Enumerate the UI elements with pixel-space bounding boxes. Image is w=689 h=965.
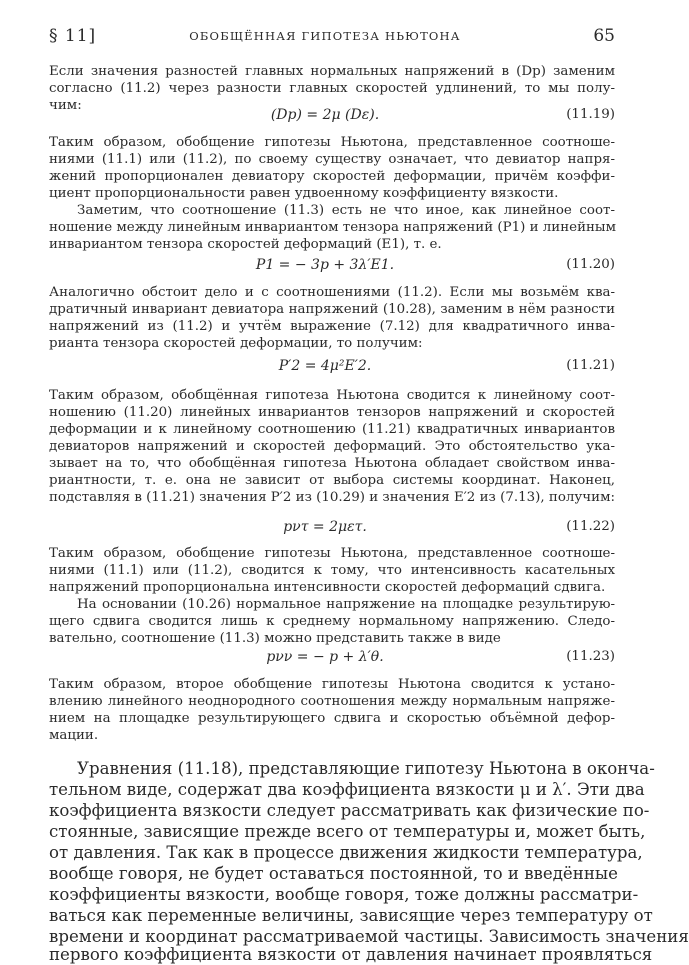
text-line: деформации и к линейному соотношению (11.21) квадратичных инвариантов xyxy=(49,422,615,437)
text-line: первого коэффициента вязкости от давления начинает проявляться xyxy=(49,945,653,964)
text-line: мации. xyxy=(49,728,99,743)
text-line: На основании (10.26) нормальное напряжение на площадке результирую- xyxy=(77,597,615,612)
text-line: вательно, соотношение (11.3) можно представить также в виде xyxy=(49,631,501,646)
text-line: рианта тензора скоростей деформации, то получим: xyxy=(49,336,423,351)
text-line: нием на площадке результирующего сдвига и скоростью объёмной дефор- xyxy=(49,711,615,726)
text-line: инвариантом тензора скоростей деформаций (E1), т. е. xyxy=(49,237,442,252)
page-number: 65 xyxy=(593,26,615,46)
text-line: жений пропорционален девиатору скоростей деформации, причём коэффи- xyxy=(49,169,615,184)
text-line: ниями (11.1) или (11.2), сводится к тому, что интенсивность касательных xyxy=(49,563,615,578)
text-line: коэффициента вязкости следует рассматривать как физические по- xyxy=(49,801,650,820)
text-line: Уравнения (11.18), представляющие гипотезу Ньютона в оконча- xyxy=(77,759,655,778)
text-line: Таким образом, обобщение гипотезы Ньютона, представленное соотноше- xyxy=(49,546,615,561)
text-line: тельном виде, содержат два коэффициента вязкости μ и λ′. Эти два xyxy=(49,780,645,799)
equation-number: (11.23) xyxy=(566,649,615,664)
text-line: ниями (11.1) или (11.2), по своему существу означает, что девиатор напря- xyxy=(49,152,615,167)
text-line: вообще говоря, не будет оставаться постоянной, то и введённые xyxy=(49,864,618,883)
running-title: ОБОБЩЁННАЯ ГИПОТЕЗА НЬЮТОНА xyxy=(189,29,461,43)
text-line: стоянные, зависящие прежде всего от температуры и, может быть, xyxy=(49,822,646,841)
equation: pνν = − p + λ′θ. xyxy=(266,649,384,665)
text-line: ношение между линейным инвариантом тензора напряжений (P1) и линейным xyxy=(49,220,616,235)
text-line: Если значения разностей главных нормальных напряжений в (Dp) заменим xyxy=(49,64,615,79)
equation-number: (11.20) xyxy=(566,257,615,272)
text-line: подставляя в (11.21) значения P′2 из (10.29) и значения E′2 из (7.13), получим: xyxy=(49,490,615,505)
text-line: напряжений из (11.2) и учтём выражение (7.12) для квадратичного инва- xyxy=(49,319,615,334)
equation-number: (11.22) xyxy=(566,519,615,534)
text-line: от давления. Так как в процессе движения жидкости температура, xyxy=(49,843,643,862)
text-line: ношению (11.20) линейных инвариантов тензоров напряжений и скоростей xyxy=(49,405,615,420)
text-line: согласно (11.2) через разности главных скоростей удлинений, то мы полу- xyxy=(49,81,615,96)
text-line: Таким образом, обобщение гипотезы Ньютона, представленное соотноше- xyxy=(49,135,615,150)
text-line: щего сдвига сводится лишь к среднему нормальному напряжению. Следо- xyxy=(49,614,615,629)
equation-number: (11.19) xyxy=(566,107,615,122)
text-line: Таким образом, второе обобщение гипотезы Ньютона сводится к устано- xyxy=(49,677,615,692)
equation: (Dp) = 2μ (Dε). xyxy=(270,107,380,123)
equation: pντ = 2μετ. xyxy=(283,519,367,535)
text-line: дратичный инвариант девиатора напряжений (10.28), заменим в нём разности xyxy=(49,302,615,317)
text-line: циент пропорциональности равен удвоенному коэффициенту вязкости. xyxy=(49,186,559,201)
equation: P1 = − 3p + 3λ′E1. xyxy=(255,257,395,273)
equation: P′2 = 4μ²E′2. xyxy=(278,358,372,374)
text-line: влению линейного неоднородного соотношения между нормальным напряже- xyxy=(49,694,615,709)
text-line: девиаторов напряжений и скоростей деформаций. Это обстоятельство ука- xyxy=(49,439,615,454)
text-line: риантности, т. е. она не зависит от выбора системы координат. Наконец, xyxy=(49,473,615,488)
text-line: Аналогично обстоит дело и с соотношениями (11.2). Если мы возьмём ква- xyxy=(49,285,615,300)
equation-number: (11.21) xyxy=(566,358,615,373)
text-line: ваться как переменные величины, зависящие через температуру от xyxy=(49,906,653,925)
section-marker: § 11] xyxy=(49,26,97,46)
text-line: коэффициенты вязкости, вообще говоря, тоже должны рассматри- xyxy=(49,885,639,904)
text-line: Таким образом, обобщённая гипотеза Ньютона сводится к линейному соот- xyxy=(49,388,615,403)
text-line: напряжений пропорциональна интенсивности скоростей деформаций сдвига. xyxy=(49,580,606,595)
text-line: чим: xyxy=(49,98,82,113)
text-line: Заметим, что соотношение (11.3) есть не что иное, как линейное соот- xyxy=(77,203,615,218)
text-line: зывает на то, что обобщённая гипотеза Ньютона обладает свойством инва- xyxy=(49,456,615,471)
text-line: времени и координат рассматриваемой частицы. Зависимость значения xyxy=(49,927,689,946)
